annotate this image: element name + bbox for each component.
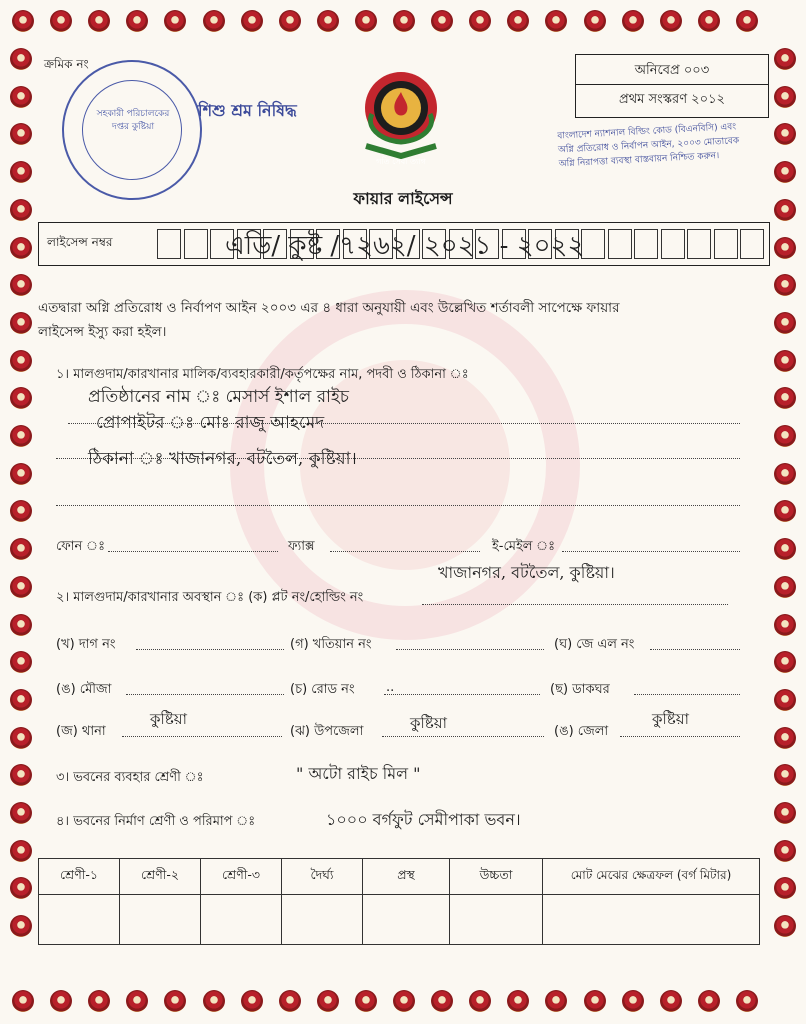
border-emblem-dot bbox=[317, 990, 339, 1012]
khatian-label: (গ) খতিয়ান নং bbox=[290, 637, 372, 652]
license-sheet bbox=[38, 40, 768, 980]
border-emblem-dot bbox=[10, 915, 32, 937]
upazila-label: (ঝ) উপজেলা bbox=[290, 724, 364, 739]
intro-line-1: এতদ্বারা অগ্নি প্রতিরোধ ও নির্বাপণ আইন ২০০৩ এর ৪ ধারা অনুযায়ী এবং উল্লেখিত শর্তাবলী সাপেক্ষে ফায়ার bbox=[38, 300, 620, 316]
license-number-cell bbox=[740, 229, 764, 259]
mouja-label: (ঙ) মৌজা bbox=[56, 682, 112, 697]
table-cell bbox=[543, 895, 760, 945]
border-emblem-dot bbox=[774, 500, 796, 522]
table-cell bbox=[201, 895, 282, 945]
license-number-box bbox=[38, 222, 770, 266]
intro-line-2: লাইসেন্স ইস্যু করা হইল। bbox=[38, 324, 167, 340]
notice-line-1: বাংলাদেশ ন্যাশনাল বিল্ডিং কোড (বিএনবিসি) এবং bbox=[557, 122, 737, 142]
border-emblem-dot bbox=[164, 990, 186, 1012]
border-emblem-dot bbox=[10, 48, 32, 70]
border-emblem-dot bbox=[431, 990, 453, 1012]
office-seal bbox=[62, 60, 202, 200]
upazila-value: কুষ্টিয়া bbox=[410, 714, 447, 732]
license-number-value: এডি/ কুষ্ট /৭২৬২/ ২০২১ - ২০২২ bbox=[225, 231, 585, 261]
notice-line-3: অগ্নি নিরাপত্তা ব্যবস্থা বাস্তবায়ন নিশ্চিত করুন। bbox=[558, 151, 720, 170]
border-emblem-dot bbox=[12, 10, 34, 32]
table-header-cell: শ্রেণী-৩ bbox=[201, 859, 282, 895]
license-number-cell bbox=[608, 229, 632, 259]
border-emblem-dot bbox=[393, 990, 415, 1012]
border-emblem-dot bbox=[355, 990, 377, 1012]
border-emblem-dot bbox=[50, 990, 72, 1012]
building-dimension-table bbox=[38, 858, 760, 945]
border-emblem-dot bbox=[736, 990, 758, 1012]
section1-heading: ১। মালগুদাম/কারখানার মালিক/ব্যবহারকারী/কর্তৃপক্ষের নাম, পদবী ও ঠিকানা ঃ bbox=[56, 367, 469, 382]
border-emblem-dot bbox=[774, 86, 796, 108]
section4-heading: ৪। ভবনের নির্মাণ শ্রেণী ও পরিমাপ ঃ bbox=[56, 814, 256, 829]
table-header-cell: শ্রেণী-২ bbox=[120, 859, 201, 895]
border-emblem-dot bbox=[774, 689, 796, 711]
dag-label: (খ) দাগ নং bbox=[56, 637, 116, 652]
organization-name: প্রতিষ্ঠানের নাম ঃ মেসার্স ইশাল রাইচ bbox=[88, 387, 349, 407]
border-emblem-dot bbox=[10, 651, 32, 673]
form-code: অনিবেপ্র ০০৩ bbox=[576, 57, 768, 85]
thana-label: (জ) থানা bbox=[56, 724, 106, 739]
email-label: ই-মেইল ঃ bbox=[492, 539, 556, 554]
border-emblem-dot bbox=[774, 123, 796, 145]
border-emblem-dot bbox=[545, 990, 567, 1012]
border-emblem-dot bbox=[10, 312, 32, 334]
border-emblem-dot bbox=[774, 915, 796, 937]
border-emblem-dot bbox=[774, 877, 796, 899]
border-emblem-dot bbox=[241, 10, 263, 32]
border-emblem-dot bbox=[507, 10, 529, 32]
border-emblem-dot bbox=[774, 48, 796, 70]
document-title: ফায়ার লাইসেন্স bbox=[353, 189, 453, 208]
table-header-cell: মোট মেঝের ক্ষেত্রফল (বর্গ মিটার) bbox=[543, 859, 760, 895]
building-construction-value: ১০০০ বর্গফুট সেমীপাকা ভবন। bbox=[326, 810, 521, 829]
table-row bbox=[39, 895, 760, 945]
table-cell bbox=[282, 895, 363, 945]
border-emblem-dot bbox=[469, 990, 491, 1012]
border-emblem-dot bbox=[584, 10, 606, 32]
border-emblem-dot bbox=[10, 840, 32, 862]
building-use-value: " অটো রাইচ মিল " bbox=[296, 764, 421, 783]
border-emblem-dot bbox=[203, 990, 225, 1012]
section2-heading: ২। মালগুদাম/কারখানার অবস্থান ঃ (ক) প্লট নং/হোল্ডিং নং bbox=[56, 590, 364, 605]
license-number-cell bbox=[661, 229, 685, 259]
border-emblem-dot bbox=[10, 86, 32, 108]
serial-label: ক্রমিক নং bbox=[44, 57, 89, 71]
border-emblem-dot bbox=[10, 576, 32, 598]
border-emblem-dot bbox=[774, 651, 796, 673]
border-emblem-dot bbox=[774, 576, 796, 598]
table-header-cell: দৈর্ঘ্য bbox=[282, 859, 363, 895]
fire-service-emblem bbox=[356, 66, 446, 166]
jl-label: (ঘ) জে এল নং bbox=[554, 637, 635, 652]
border-emblem-dot bbox=[164, 10, 186, 32]
border-emblem-dot bbox=[10, 614, 32, 636]
border-emblem-dot bbox=[88, 990, 110, 1012]
table-cell bbox=[450, 895, 543, 945]
district-label: (ঙ) জেলা bbox=[554, 724, 609, 739]
border-emblem-dot bbox=[10, 387, 32, 409]
border-emblem-dot bbox=[660, 10, 682, 32]
border-emblem-dot bbox=[774, 802, 796, 824]
license-number-cell bbox=[157, 229, 181, 259]
border-emblem-dot bbox=[393, 10, 415, 32]
edition: প্রথম সংস্করণ ২০১২ bbox=[619, 92, 725, 107]
district-value: কুষ্টিয়া bbox=[652, 710, 689, 728]
border-emblem-dot bbox=[10, 425, 32, 447]
post-office-label: (ছ) ডাকঘর bbox=[550, 682, 610, 697]
notice-line-2: অগ্নি প্রতিরোধ ও নির্বাপন আইন, ২০০৩ মোতাবেক bbox=[557, 136, 740, 156]
border-emblem-dot bbox=[317, 10, 339, 32]
table-header-cell: শ্রেণী-১ bbox=[39, 859, 120, 895]
border-emblem-dot bbox=[584, 990, 606, 1012]
border-emblem-dot bbox=[774, 312, 796, 334]
location-note: খাজানগর, বটতৈল, কুষ্টিয়া। bbox=[438, 563, 615, 582]
border-emblem-dot bbox=[279, 990, 301, 1012]
child-labor-text: শিশু শ্রম নিষিদ্ধ bbox=[198, 101, 297, 120]
border-emblem-dot bbox=[660, 990, 682, 1012]
border-emblem-dot bbox=[88, 10, 110, 32]
border-emblem-dot bbox=[203, 10, 225, 32]
seal-text: সহকারী পরিচালকের দপ্তর কুষ্টিয়া bbox=[96, 109, 170, 132]
border-emblem-dot bbox=[774, 274, 796, 296]
border-emblem-dot bbox=[126, 10, 148, 32]
address: ঠিকানা ঃ খাজানগর, বটতৈল, কুষ্টিয়া। bbox=[88, 449, 357, 469]
table-header-row bbox=[39, 859, 760, 895]
border-emblem-dot bbox=[10, 538, 32, 560]
border-emblem-dot bbox=[507, 990, 529, 1012]
phone-label: ফোন ঃ bbox=[56, 539, 106, 554]
border-emblem-dot bbox=[774, 614, 796, 636]
border-emblem-dot bbox=[774, 538, 796, 560]
border-emblem-dot bbox=[10, 689, 32, 711]
table-cell bbox=[363, 895, 450, 945]
border-emblem-dot bbox=[698, 10, 720, 32]
border-emblem-dot bbox=[10, 802, 32, 824]
license-number-cell bbox=[581, 229, 605, 259]
border-emblem-dot bbox=[698, 990, 720, 1012]
border-emblem-dot bbox=[50, 10, 72, 32]
road-label: (চ) রোড নং bbox=[290, 682, 355, 697]
license-number-cell bbox=[687, 229, 711, 259]
border-emblem-dot bbox=[545, 10, 567, 32]
border-emblem-dot bbox=[774, 840, 796, 862]
border-emblem-dot bbox=[736, 10, 758, 32]
table-cell bbox=[39, 895, 120, 945]
license-number-cell bbox=[714, 229, 738, 259]
license-number-cell bbox=[634, 229, 658, 259]
fax-label: ফ্যাক্স bbox=[288, 539, 315, 554]
table-cell bbox=[120, 895, 201, 945]
license-number-cell bbox=[184, 229, 208, 259]
border-emblem-dot bbox=[10, 500, 32, 522]
border-emblem-dot bbox=[431, 10, 453, 32]
border-emblem-dot bbox=[355, 10, 377, 32]
border-emblem-dot bbox=[622, 990, 644, 1012]
border-emblem-dot bbox=[10, 274, 32, 296]
border-emblem-dot bbox=[774, 237, 796, 259]
proprietor-name: প্রোপাইটর ঃ মোঃ রাজু আহমেদ bbox=[96, 413, 325, 433]
road-value: .. bbox=[386, 680, 395, 695]
emblem-motto: গতি সেবা ত্যাগ bbox=[376, 157, 426, 166]
table-header-cell: প্রস্থ bbox=[363, 859, 450, 895]
border-emblem-dot bbox=[10, 877, 32, 899]
border-emblem-dot bbox=[10, 350, 32, 372]
border-emblem-dot bbox=[10, 727, 32, 749]
border-emblem-dot bbox=[774, 764, 796, 786]
thana-value: কুষ্টিয়া bbox=[150, 710, 187, 728]
border-emblem-dot bbox=[774, 727, 796, 749]
notice-text bbox=[557, 118, 771, 171]
border-emblem-dot bbox=[12, 990, 34, 1012]
table-header-cell: উচ্চতা bbox=[450, 859, 543, 895]
border-emblem-dot bbox=[10, 161, 32, 183]
border-emblem-dot bbox=[774, 350, 796, 372]
border-emblem-dot bbox=[774, 161, 796, 183]
border-emblem-dot bbox=[126, 990, 148, 1012]
border-emblem-dot bbox=[10, 764, 32, 786]
section3-heading: ৩। ভবনের ব্যবহার শ্রেণী ঃ bbox=[56, 770, 204, 785]
border-emblem-dot bbox=[241, 990, 263, 1012]
border-emblem-dot bbox=[10, 123, 32, 145]
border-emblem-dot bbox=[279, 10, 301, 32]
border-emblem-dot bbox=[774, 387, 796, 409]
border-emblem-dot bbox=[10, 237, 32, 259]
border-emblem-dot bbox=[774, 425, 796, 447]
license-number-label: লাইসেন্স নম্বর bbox=[47, 235, 113, 249]
border-emblem-dot bbox=[622, 10, 644, 32]
border-emblem-dot bbox=[774, 463, 796, 485]
form-code-box bbox=[575, 54, 769, 118]
border-emblem-dot bbox=[10, 463, 32, 485]
border-emblem-dot bbox=[469, 10, 491, 32]
